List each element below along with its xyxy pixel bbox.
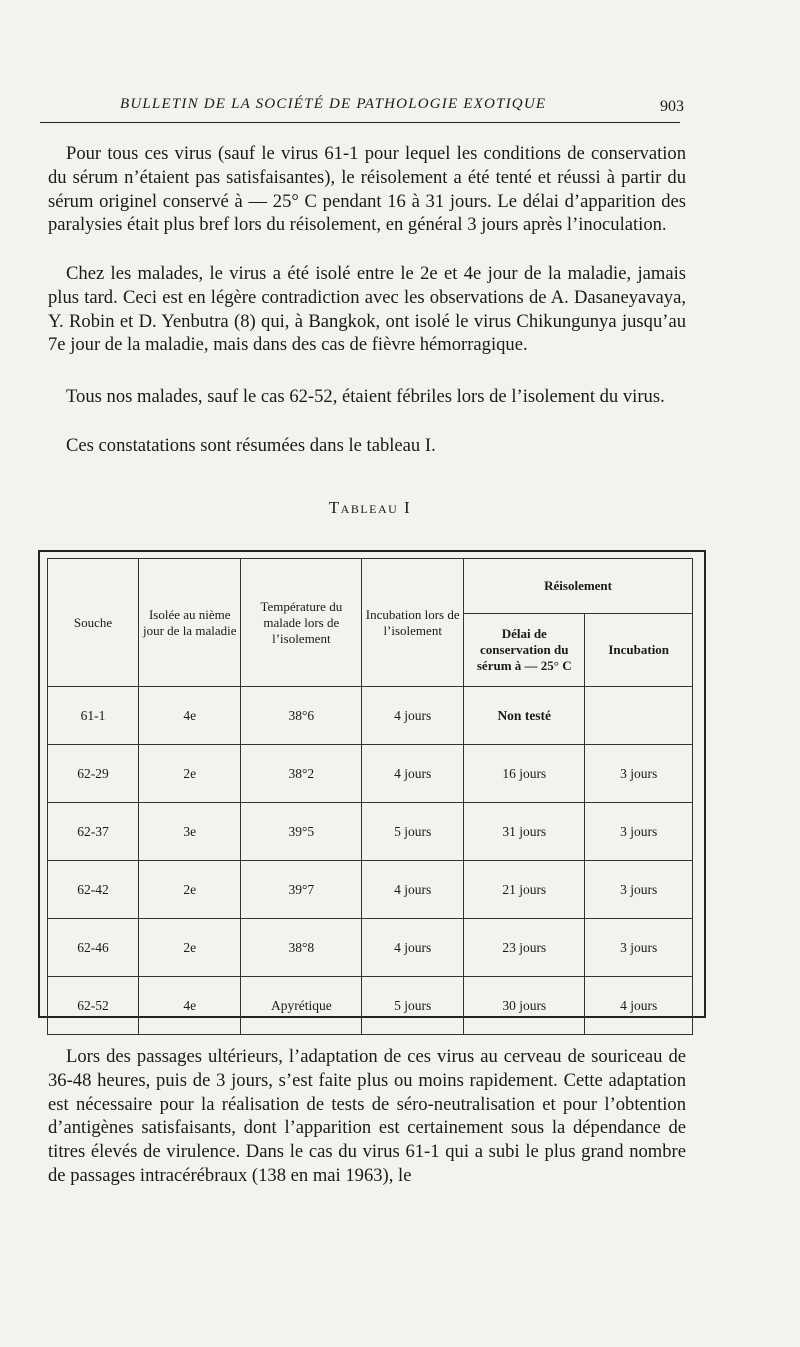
cell-souche: 62-37: [48, 803, 139, 861]
cell-temp: 38°8: [241, 919, 362, 977]
cell-jour: 4e: [139, 977, 241, 1035]
cell-delai: 30 jours: [464, 977, 585, 1035]
cell-incub2: 4 jours: [585, 977, 693, 1035]
paragraph-3: Tous nos malades, sauf le cas 62-52, étaient fébriles lors de l’isolement du virus.: [66, 386, 665, 407]
cell-incub: 5 jours: [362, 803, 464, 861]
table-title: Tableau I: [328, 498, 412, 517]
paragraph-4: Ces constatations sont résumées dans le tableau I.: [66, 435, 436, 456]
header-delai: Délai de conservation du sérum à — 25° C: [464, 614, 585, 687]
cell-temp: 38°2: [241, 745, 362, 803]
cell-temp: 39°5: [241, 803, 362, 861]
cell-incub2: 3 jours: [585, 803, 693, 861]
cell-souche: 62-42: [48, 861, 139, 919]
table-row: [48, 687, 693, 745]
cell-souche: 62-52: [48, 977, 139, 1035]
cell-jour: 3e: [139, 803, 241, 861]
cell-delai: 23 jours: [464, 919, 585, 977]
cell-delai: 16 jours: [464, 745, 585, 803]
cell-jour: 4e: [139, 687, 241, 745]
cell-incub2: 3 jours: [585, 919, 693, 977]
table-row: [48, 977, 693, 1035]
table-row: [48, 861, 693, 919]
cell-incub2: [585, 687, 693, 745]
running-head: BULLETIN DE LA SOCIÉTÉ DE PATHOLOGIE EXOTIQUE: [120, 96, 547, 112]
cell-temp: 38°6: [241, 687, 362, 745]
cell-delai: 21 jours: [464, 861, 585, 919]
table-row: [48, 745, 693, 803]
cell-souche: 62-46: [48, 919, 139, 977]
table-row: [48, 803, 693, 861]
cell-incub: 5 jours: [362, 977, 464, 1035]
cell-incub2: 3 jours: [585, 861, 693, 919]
page-number: 903: [660, 98, 684, 115]
cell-jour: 2e: [139, 919, 241, 977]
paragraph-2: Chez les malades, le virus a été isolé entre le 2e et 4e jour de la maladie, jamais plus tard. Ceci est en légère contradiction avec les observations de A. Dasaneyavaya, Y. Robin et D. Yenbutra (8) qui, à Bangkok, ont isolé le virus Chikungunya jusqu’au 7e jour de la maladie, mais dans des cas de fièvre hémorragique.: [48, 263, 686, 356]
cell-souche: 61-1: [48, 687, 139, 745]
header-souche: Souche: [48, 559, 139, 687]
cell-incub: 4 jours: [362, 687, 464, 745]
cell-incub: 4 jours: [362, 745, 464, 803]
paragraph-1: Pour tous ces virus (sauf le virus 61-1 pour lequel les conditions de conservation du sérum n’étaient pas satisfaisantes), le réisolement a été tenté et réussi à partir du sérum originel conservé à — 25° C pendant 16 à 31 jours. Le délai d’apparition des paralysies était plus bref lors du réisolement, en général 3 jours après l’inoculation.: [48, 143, 686, 236]
cell-jour: 2e: [139, 861, 241, 919]
cell-delai: 31 jours: [464, 803, 585, 861]
cell-temp: 39°7: [241, 861, 362, 919]
header-reisolement: Réisolement: [464, 559, 693, 614]
cell-incub2: 3 jours: [585, 745, 693, 803]
header-isolee: Isolée au nième jour de la maladie: [139, 559, 241, 687]
paragraph-5: Lors des passages ultérieurs, l’adaptation de ces virus au cerveau de souriceau de 36-48 heures, puis de 3 jours, s’est faite plus ou moins rapidement. Cette adaptation est nécessaire pour la réalisation de tests de séro-neutralisation et pour l’obtention d’antigènes satisfaisants, dont l’apparition est certainement sous la dépendance de titres élevés de virulence. Dans le cas du virus 61-1 qui a subi le plus grand nombre de passages intracérébraux (138 en mai 1963), le: [48, 1046, 686, 1186]
cell-temp: Apyrétique: [241, 977, 362, 1035]
header-incubation: Incubation lors de l’isolement: [362, 559, 464, 687]
data-table: [47, 558, 693, 1035]
table-row: [48, 919, 693, 977]
header-temperature: Température du malade lors de l’isolement: [241, 559, 362, 687]
cell-souche: 62-29: [48, 745, 139, 803]
cell-delai: Non testé: [464, 687, 585, 745]
cell-incub: 4 jours: [362, 861, 464, 919]
cell-jour: 2e: [139, 745, 241, 803]
cell-incub: 4 jours: [362, 919, 464, 977]
header-incubation-2: Incubation: [585, 614, 693, 687]
page-header: [40, 92, 684, 123]
